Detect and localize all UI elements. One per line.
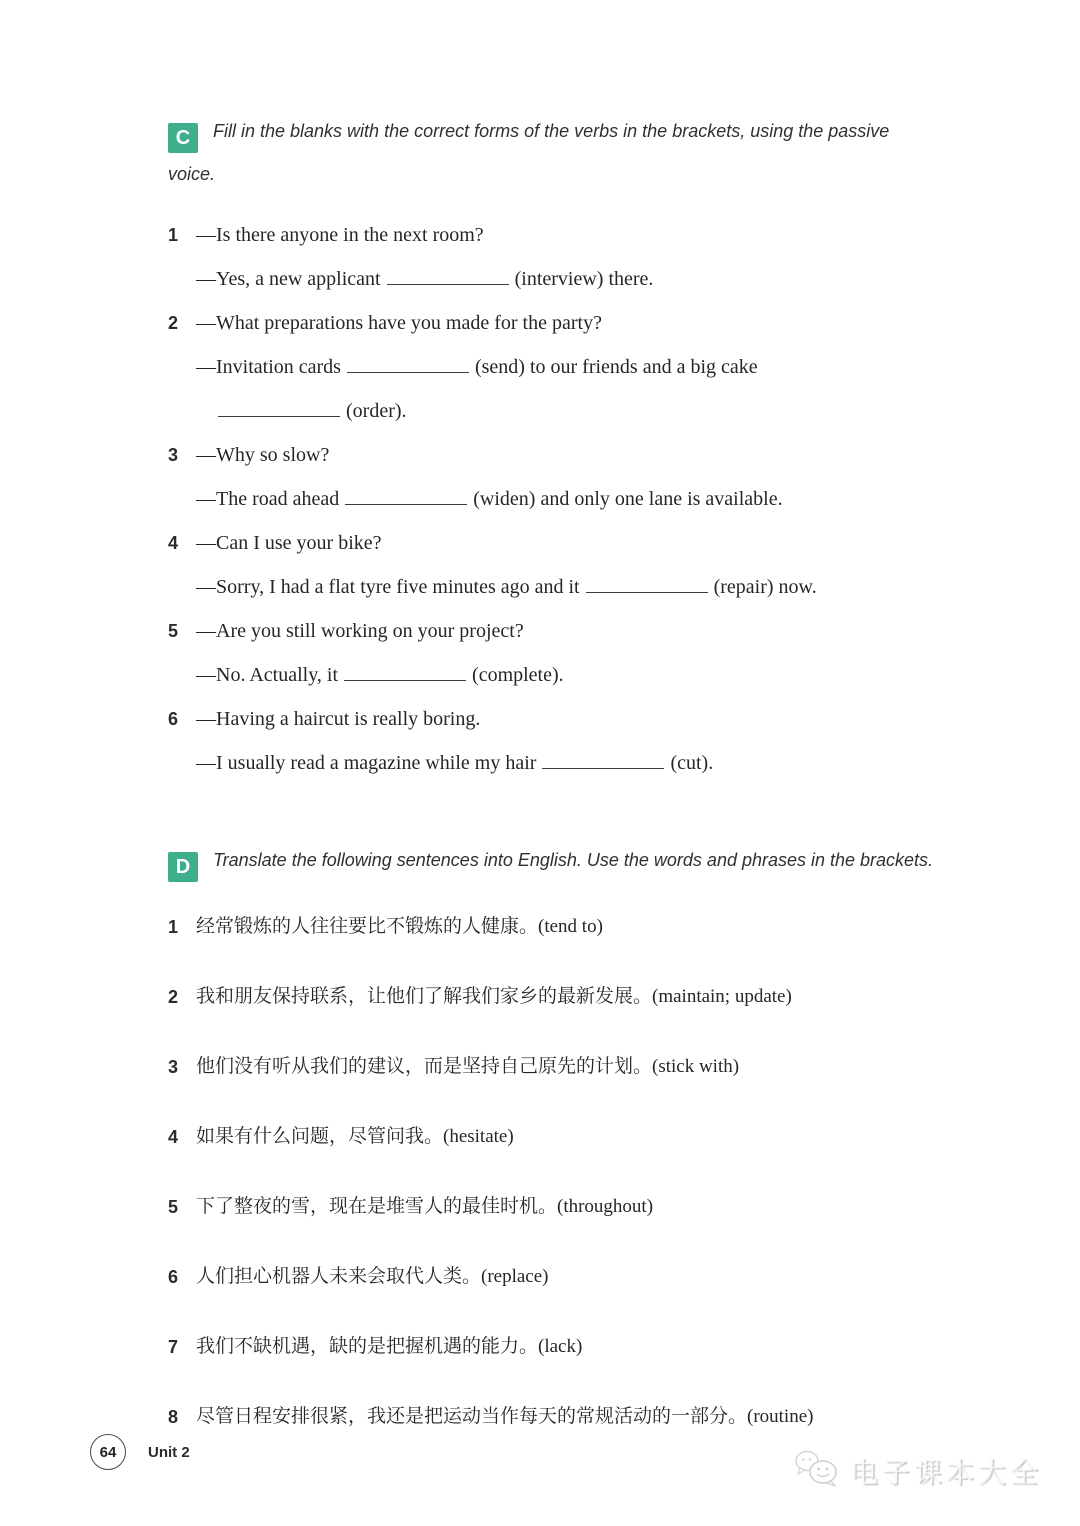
section-c-instruction-line2: voice.	[168, 164, 216, 184]
exercise-c-list	[168, 213, 968, 785]
exercise-c-item-5	[168, 609, 968, 697]
translation-item-5	[168, 1192, 968, 1222]
page-footer	[90, 1434, 190, 1470]
answer-line-2: (order).	[212, 389, 968, 433]
exercise-c-item-2	[168, 301, 968, 433]
question-line: —Why so slow?	[196, 444, 330, 466]
translation-item-4	[168, 1122, 968, 1152]
watermark	[793, 1448, 1042, 1493]
exercise-c-item-4	[168, 521, 968, 609]
translation-sentence: 我和朋友保持联系，让他们了解我们家乡的最新发展。(maintain; update)	[196, 986, 792, 1007]
fill-blank	[218, 403, 340, 417]
translation-sentence: 经常锻炼的人往往要比不锻炼的人健康。(tend to)	[196, 916, 603, 937]
exercise-c-item-1	[168, 213, 968, 301]
question-line: —Are you still working on your project?	[196, 620, 524, 642]
section-d	[168, 839, 968, 1432]
section-d-badge: D	[168, 852, 198, 882]
fill-blank	[347, 359, 469, 373]
item-number: 6	[168, 709, 179, 729]
answer-line: —I usually read a magazine while my hair (cut).	[196, 752, 714, 774]
item-number: 2	[168, 987, 179, 1007]
translation-item-1	[168, 912, 968, 942]
translation-item-2	[168, 982, 968, 1012]
item-number: 1	[168, 917, 179, 937]
question-line: —What preparations have you made for the party?	[196, 312, 602, 334]
translation-item-7	[168, 1332, 968, 1362]
fill-blank	[586, 579, 708, 593]
translation-sentence: 尽管日程安排很紧，我还是把运动当作每天的常规活动的一部分。(routine)	[196, 1406, 814, 1427]
item-number: 4	[168, 533, 179, 553]
question-line: —Is there anyone in the next room?	[196, 224, 484, 246]
item-number: 2	[168, 313, 179, 333]
exercise-c-item-6	[168, 697, 968, 785]
unit-label: Unit 2	[148, 1443, 190, 1461]
translation-sentence: 我们不缺机遇，缺的是把握机遇的能力。(lack)	[196, 1336, 583, 1357]
exercise-d-list	[168, 912, 968, 1432]
answer-line: —Yes, a new applicant (interview) there.	[196, 268, 654, 290]
item-number: 3	[168, 1057, 179, 1077]
section-c-header	[168, 110, 968, 195]
question-line: —Having a haircut is really boring.	[196, 708, 481, 730]
fill-blank	[345, 491, 467, 505]
item-number: 4	[168, 1127, 179, 1147]
item-number: 3	[168, 445, 179, 465]
fill-blank	[344, 667, 466, 681]
answer-line: —No. Actually, it (complete).	[196, 664, 564, 686]
page-number: 64	[99, 1443, 117, 1461]
page-content	[168, 110, 968, 1472]
answer-line: —Sorry, I had a flat tyre five minutes ago and it (repair) now.	[196, 576, 817, 598]
translation-sentence: 他们没有听从我们的建议，而是坚持自己原先的计划。(stick with)	[196, 1056, 740, 1077]
question-line: —Can I use your bike?	[196, 532, 382, 554]
translation-item-3	[168, 1052, 968, 1082]
exercise-c-item-3	[168, 433, 968, 521]
watermark-text: 电子课本大全	[849, 1456, 1042, 1488]
section-c-instruction-line1	[168, 110, 968, 153]
item-number: 5	[168, 621, 179, 641]
answer-line: —Invitation cards (send) to our friends and a big cake	[196, 356, 758, 378]
section-c-instruction: Fill in the blanks with the correct forms of the verbs in the brackets, using the passive	[213, 121, 890, 141]
page-number-badge	[90, 1434, 126, 1470]
translation-sentence: 下了整夜的雪，现在是堆雪人的最佳时机。(throughout)	[196, 1196, 654, 1217]
translation-item-6	[168, 1262, 968, 1292]
item-number: 7	[168, 1337, 179, 1357]
section-d-header	[168, 839, 968, 882]
translation-sentence: 如果有什么问题，尽管问我。(hesitate)	[196, 1126, 514, 1147]
translation-sentence: 人们担心机器人未来会取代人类。(replace)	[196, 1266, 549, 1287]
answer-line: —The road ahead (widen) and only one lane is available.	[196, 488, 783, 510]
section-d-instruction-line	[168, 839, 968, 882]
item-number: 8	[168, 1407, 179, 1427]
wechat-icon	[793, 1448, 841, 1493]
item-number: 6	[168, 1267, 179, 1287]
item-number: 5	[168, 1197, 179, 1217]
fill-blank	[387, 271, 509, 285]
section-d-instruction: Translate the following sentences into English. Use the words and phrases in the brackets.	[213, 850, 934, 870]
item-number: 1	[168, 225, 179, 245]
translation-item-8	[168, 1402, 968, 1432]
section-c-badge: C	[168, 123, 198, 153]
fill-blank	[542, 755, 664, 769]
